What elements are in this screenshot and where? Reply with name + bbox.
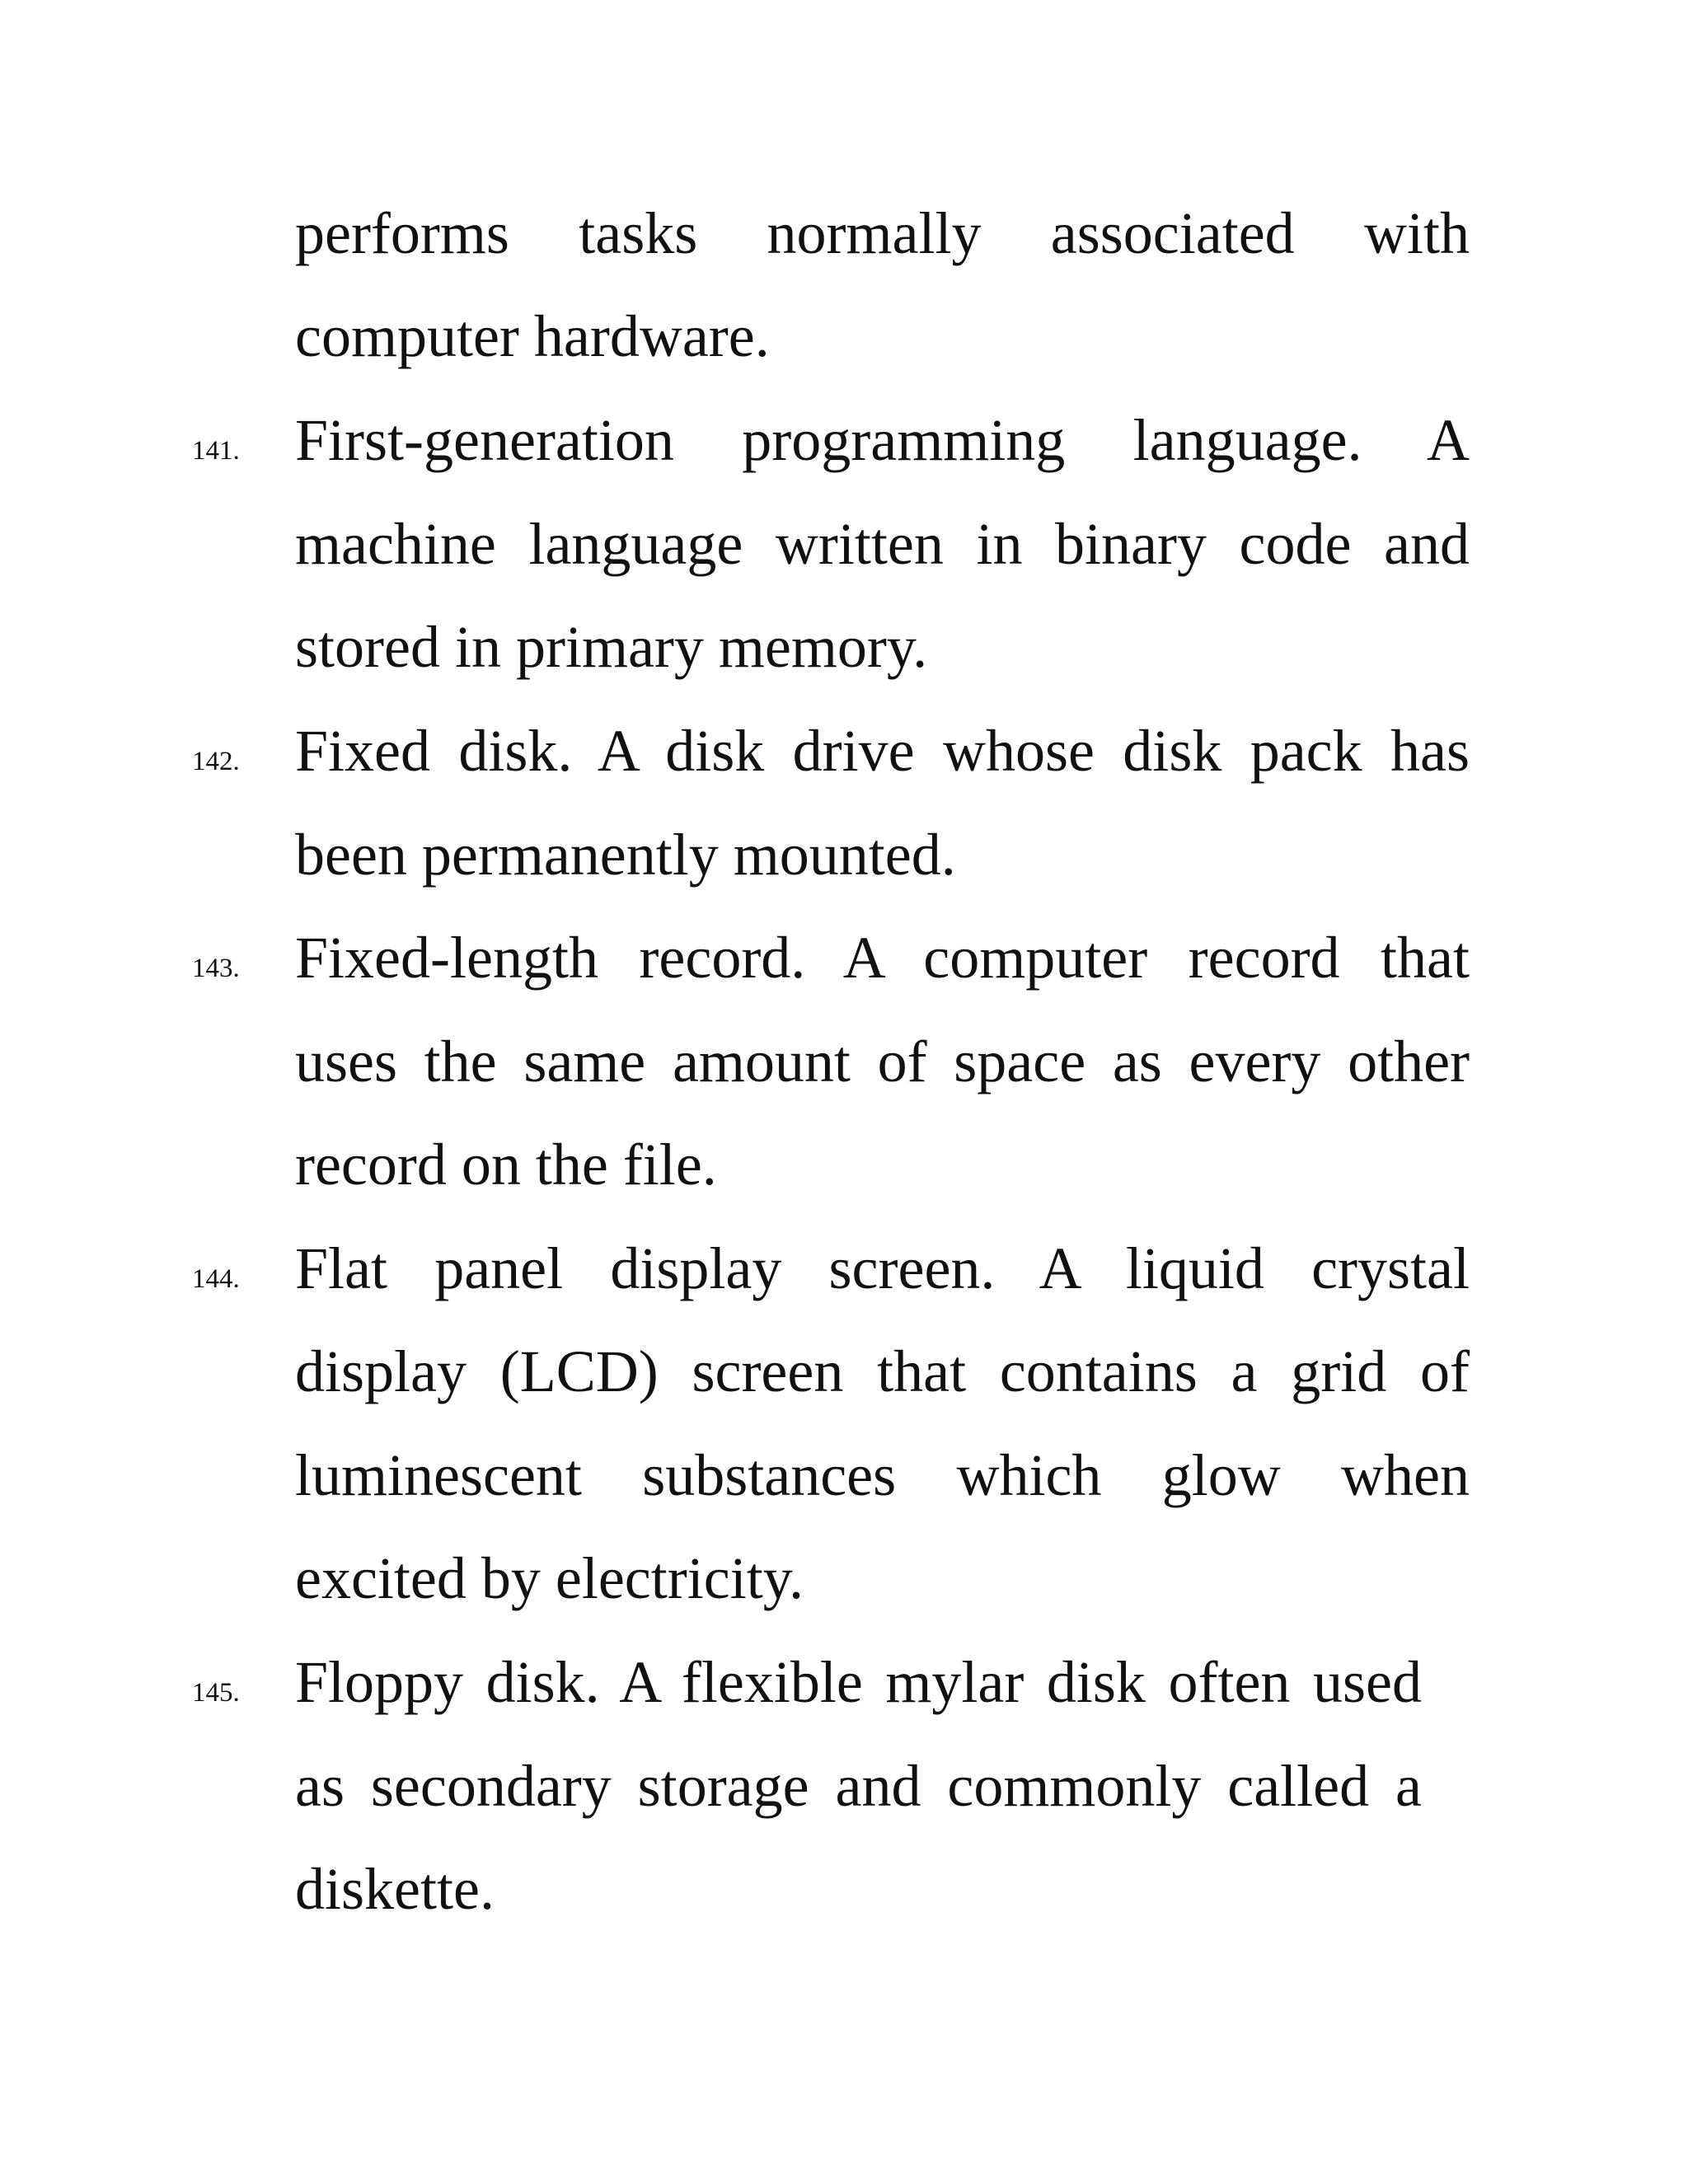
entry-141-line-2: machine language written in binary code and <box>295 511 1470 577</box>
entry-144-line-3: luminescent substances which glow when <box>295 1442 1470 1508</box>
entry-143-line-2: uses the same amount of space as every other <box>295 1029 1470 1094</box>
continuation-line-1: performs tasks normally associated with <box>295 200 1470 266</box>
entry-145-line-3: diskette. <box>295 1856 495 1922</box>
entry-number-142: 142. <box>192 747 240 776</box>
entry-144-line-1: Flat panel display screen. A liquid crystal <box>295 1235 1470 1301</box>
entry-141-line-1: First-generation programming language. A <box>295 407 1470 473</box>
entry-143-line-3: record on the file. <box>295 1132 717 1197</box>
entry-number-141: 141. <box>192 436 240 466</box>
continuation-line-2: computer hardware. <box>295 303 770 369</box>
entry-143-line-1: Fixed-length record. A computer record that <box>295 925 1470 991</box>
entry-144-line-4: excited by electricity. <box>295 1545 804 1611</box>
entry-number-144: 144. <box>192 1264 240 1294</box>
entry-142-line-2: been permanently mounted. <box>295 822 956 888</box>
entry-number-145: 145. <box>192 1678 240 1708</box>
entry-number-143: 143. <box>192 954 240 983</box>
entry-145-line-2: as secondary storage and commonly called a <box>295 1753 1422 1819</box>
entry-144-line-2: display (LCD) screen that contains a grid of <box>295 1338 1470 1404</box>
entry-141-line-3: stored in primary memory. <box>295 614 928 680</box>
entry-142-line-1: Fixed disk. A disk drive whose disk pack has <box>295 718 1470 784</box>
entry-145-line-1: Floppy disk. A flexible mylar disk often used <box>295 1649 1422 1715</box>
